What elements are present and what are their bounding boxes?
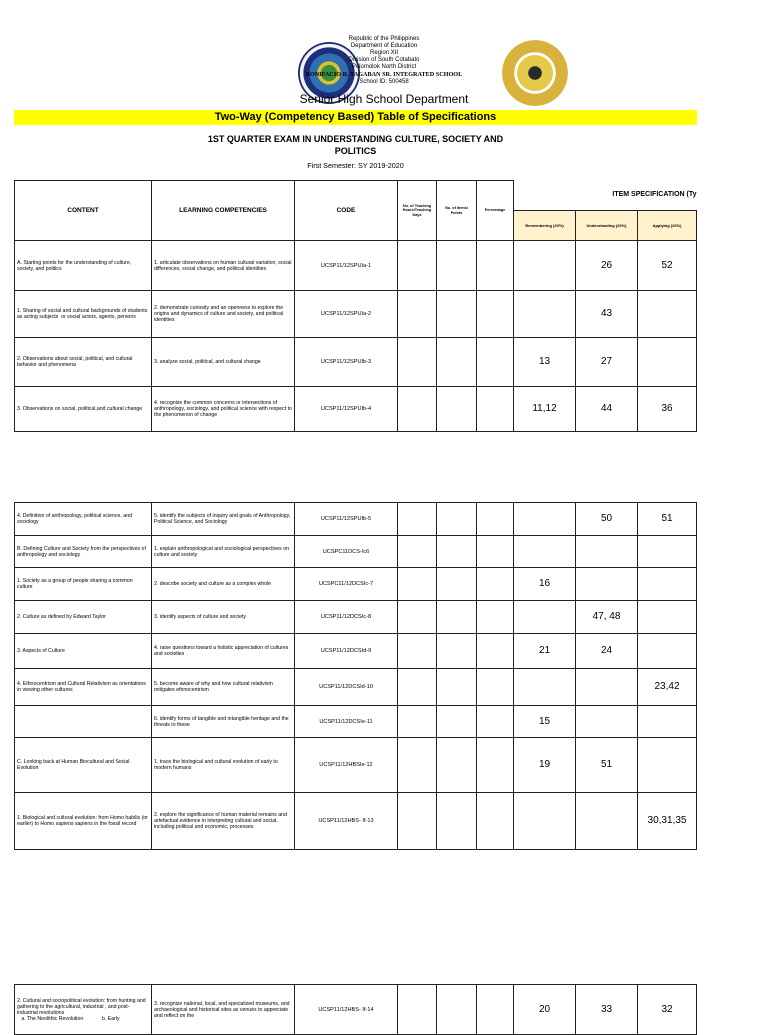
understanding-cell [576,536,638,568]
content-cell: 1. Sharing of social and cultural backgrounds of students as acting subjects or social actors, agents, persons [15,291,152,338]
teaching-days-cell [398,503,437,536]
competency-cell: 1. articulate observations on human cultural variation, social differences, social change, and political identities [152,241,295,291]
table-row [15,601,697,634]
content-cell: 2. Culture as defined by Edward Taylor [15,601,152,634]
teaching-days-cell [398,387,437,432]
code-cell: UCSP11/12HBS- If-14 [295,985,398,1035]
header-competencies: LEARNING COMPETENCIES [152,181,295,241]
code-cell: UCSP11/12SPUIa-1 [295,241,398,291]
content-cell: 2. Observations about social, political, and cultural behavior and phenomena [15,338,152,387]
letterhead-line: Polomolok North District [351,64,417,70]
content-cell: 4. Definition of anthropology, political science, and sociology [15,503,152,536]
code-cell: UCSP11/12DCSIc-8 [295,601,398,634]
table-row [15,536,697,568]
applying-cell: 23,42 [638,669,697,706]
exam-title-2: POLITICS [334,146,377,156]
items-cell [437,568,477,601]
applying-cell [638,706,697,738]
spec-table-3 [14,984,697,1035]
items-cell [437,241,477,291]
code-cell: UCSPC11DCS-Ic6 [295,536,398,568]
teaching-days-cell [398,568,437,601]
applying-cell [638,738,697,793]
header-item-specification: ITEM SPECIFICATION (Ty [514,181,697,211]
table-row [15,568,697,601]
content-cell [15,706,152,738]
semester-label: First Semester: SY 2019-2020 [307,161,404,170]
letterhead-line: Department of Education [350,43,418,49]
header-items: No. of Items/ Points [437,181,477,241]
items-cell [437,291,477,338]
understanding-cell: 50 [576,503,638,536]
understanding-cell: 27 [576,338,638,387]
school-id: School ID: 500458 [359,79,409,85]
understanding-cell: 26 [576,241,638,291]
teaching-days-cell [398,601,437,634]
competency-cell: 4. raise questions toward a holistic appreciation of cultures and societies [152,634,295,669]
table-row [15,634,697,669]
letterhead-line: Region XII [369,50,399,56]
competency-cell: 2. explore the significance of human material remains and artefactual evidence in interpreting cultural and social, including political and economic, processes [152,793,295,850]
understanding-cell [576,669,638,706]
header-code: CODE [295,181,398,241]
letterhead-line: Republic of the Philippines [348,36,420,42]
remembering-cell [514,241,576,291]
percentage-cell [477,536,514,568]
percentage-cell [477,985,514,1035]
items-cell [437,503,477,536]
applying-cell [638,338,697,387]
understanding-cell [576,568,638,601]
items-cell [437,793,477,850]
understanding-cell: 33 [576,985,638,1035]
teaching-days-cell [398,669,437,706]
applying-cell [638,291,697,338]
table-row [15,706,697,738]
teaching-days-cell [398,985,437,1035]
content-cell: 1. Biological and cultural evolution: from Homo habilis (or earlier) to Homo sapiens sapiens in the fossil record [15,793,152,850]
table-row [15,985,697,1035]
understanding-cell: 24 [576,634,638,669]
understanding-cell: 44 [576,387,638,432]
applying-cell: 51 [638,503,697,536]
remembering-cell [514,291,576,338]
items-cell [437,634,477,669]
percentage-cell [477,568,514,601]
percentage-cell [477,291,514,338]
header-percentage: Percentage [477,181,514,241]
competency-cell: 2. describe society and culture as a complex whole [152,568,295,601]
understanding-cell [576,706,638,738]
table-row [15,338,697,387]
header-understanding: Understanding (20%) [576,211,638,241]
percentage-cell [477,793,514,850]
percentage-cell [477,601,514,634]
code-cell: UCSP11/12DCSId-9 [295,634,398,669]
percentage-cell [477,706,514,738]
percentage-cell [477,738,514,793]
applying-cell: 52 [638,241,697,291]
percentage-cell [477,634,514,669]
understanding-cell: 51 [576,738,638,793]
percentage-cell [477,338,514,387]
items-cell [437,669,477,706]
letterhead-line: Division of South Cotabato [348,57,420,63]
content-cell: 1. Society as a group of people sharing a common culture [15,568,152,601]
applying-cell: 30,31,35 [638,793,697,850]
items-cell [437,738,477,793]
competency-cell: 1. explain anthropological and sociological perspectives on culture and society [152,536,295,568]
competency-cell: 1. trace the biological and cultural evolution of early to modern humans [152,738,295,793]
content-cell: A. Starting points for the understanding of culture, society, and politics [15,241,152,291]
items-cell [437,536,477,568]
understanding-cell: 43 [576,291,638,338]
header-remembering: Remembering (20%) [514,211,576,241]
remembering-cell: 21 [514,634,576,669]
remembering-cell [514,503,576,536]
content-cell: 3. Observations on social, political,and cultural change [15,387,152,432]
content-cell: B. Defining Culture and Society from the perspectives of anthropology and sociology [15,536,152,568]
competency-cell: 3. analyze social, political, and cultural change [152,338,295,387]
competency-cell: 5. identify the subjects of inquiry and goals of Anthropology, Political Science, and Sociology [152,503,295,536]
code-cell: UCSP11/12DCSId-10 [295,669,398,706]
code-cell: UCSP11/12SPUIb-5 [295,503,398,536]
understanding-cell: 47, 48 [576,601,638,634]
competency-cell: 5. become aware of why and how cultural relativism mitigates ethnocentrism [152,669,295,706]
content-cell: 3. Aspects of Culture [15,634,152,669]
code-cell: UCSP11/12SPUIa-2 [295,291,398,338]
remembering-cell [514,536,576,568]
header-content: CONTENT [15,181,152,241]
teaching-days-cell [398,793,437,850]
items-cell [437,338,477,387]
school-name: BONIFACIO R. TAGABAN SR. INTEGRATED SCHOOL [305,71,463,78]
applying-cell: 32 [638,985,697,1035]
table-row [15,291,697,338]
code-cell: UCSP11/12SPUIb-3 [295,338,398,387]
remembering-cell: 19 [514,738,576,793]
applying-cell [638,536,697,568]
remembering-cell [514,601,576,634]
competency-cell: 3. recognize national, local, and specialized museums, and archaeological and historical sites as venues to appreciate and reflect on the [152,985,295,1035]
department-name: Senior High School Department [299,92,469,106]
teaching-days-cell [398,706,437,738]
remembering-cell: 11,12 [514,387,576,432]
table-row [15,738,697,793]
content-cell: C. Looking back at Human Biocultural and Social Evolution [15,738,152,793]
remembering-cell: 13 [514,338,576,387]
teaching-days-cell [398,634,437,669]
content-cell: 2. Cultural and sociopolitical evolution: from hunting and gathering to the agricultural, industrial , and post-industrial revolutions a. The Neolithic Revolution b. Early [15,985,152,1035]
competency-cell: 3. identify aspects of culture and society [152,601,295,634]
table-row [15,503,697,536]
items-cell [437,601,477,634]
code-cell: UCSP11/12DCSIe-11 [295,706,398,738]
percentage-cell [477,241,514,291]
code-cell: UCSP11/12HBS- If-13 [295,793,398,850]
percentage-cell [477,387,514,432]
remembering-cell [514,793,576,850]
table-row [15,241,697,291]
remembering-cell: 16 [514,568,576,601]
understanding-cell [576,793,638,850]
header-applying: Applying (20%) [638,211,697,241]
teaching-days-cell [398,536,437,568]
table-row [15,793,697,850]
document-title: Two-Way (Competency Based) Table of Specifications [214,111,497,123]
items-cell [437,387,477,432]
competency-cell: 2. demonstrate curiosity and an openness to explore the origins and dynamics of culture and society, and political identities [152,291,295,338]
applying-cell [638,634,697,669]
items-cell [437,985,477,1035]
percentage-cell [477,669,514,706]
content-cell: 4. Ethnocentrism and Cultural Relativism as orientations in viewing other cultures [15,669,152,706]
header-teaching-days: No. of Teaching Hours/Teaching Days [398,181,437,241]
applying-cell [638,568,697,601]
table-row [15,387,697,432]
code-cell: UCSPC11/12DCSIc-7 [295,568,398,601]
applying-cell [638,601,697,634]
code-cell: UCSP11/12HBSIe-12 [295,738,398,793]
teaching-days-cell [398,338,437,387]
competency-cell: 4. recognize the common concerns or intersections of anthropology, sociology, and political science with respect to the phenomenon of change [152,387,295,432]
exam-title: 1ST QUARTER EXAM IN UNDERSTANDING CULTURE, SOCIETY AND [207,134,504,144]
remembering-cell [514,669,576,706]
competency-cell: 6. identify forms of tangible and intangible heritage and the threats to these [152,706,295,738]
remembering-cell: 15 [514,706,576,738]
percentage-cell [477,503,514,536]
spec-table-2 [14,502,697,850]
table-row [15,669,697,706]
items-cell [437,706,477,738]
remembering-cell: 20 [514,985,576,1035]
teaching-days-cell [398,738,437,793]
applying-cell: 36 [638,387,697,432]
code-cell: UCSP11/12SPUIb-4 [295,387,398,432]
teaching-days-cell [398,241,437,291]
spec-table-1 [14,180,697,432]
teaching-days-cell [398,291,437,338]
